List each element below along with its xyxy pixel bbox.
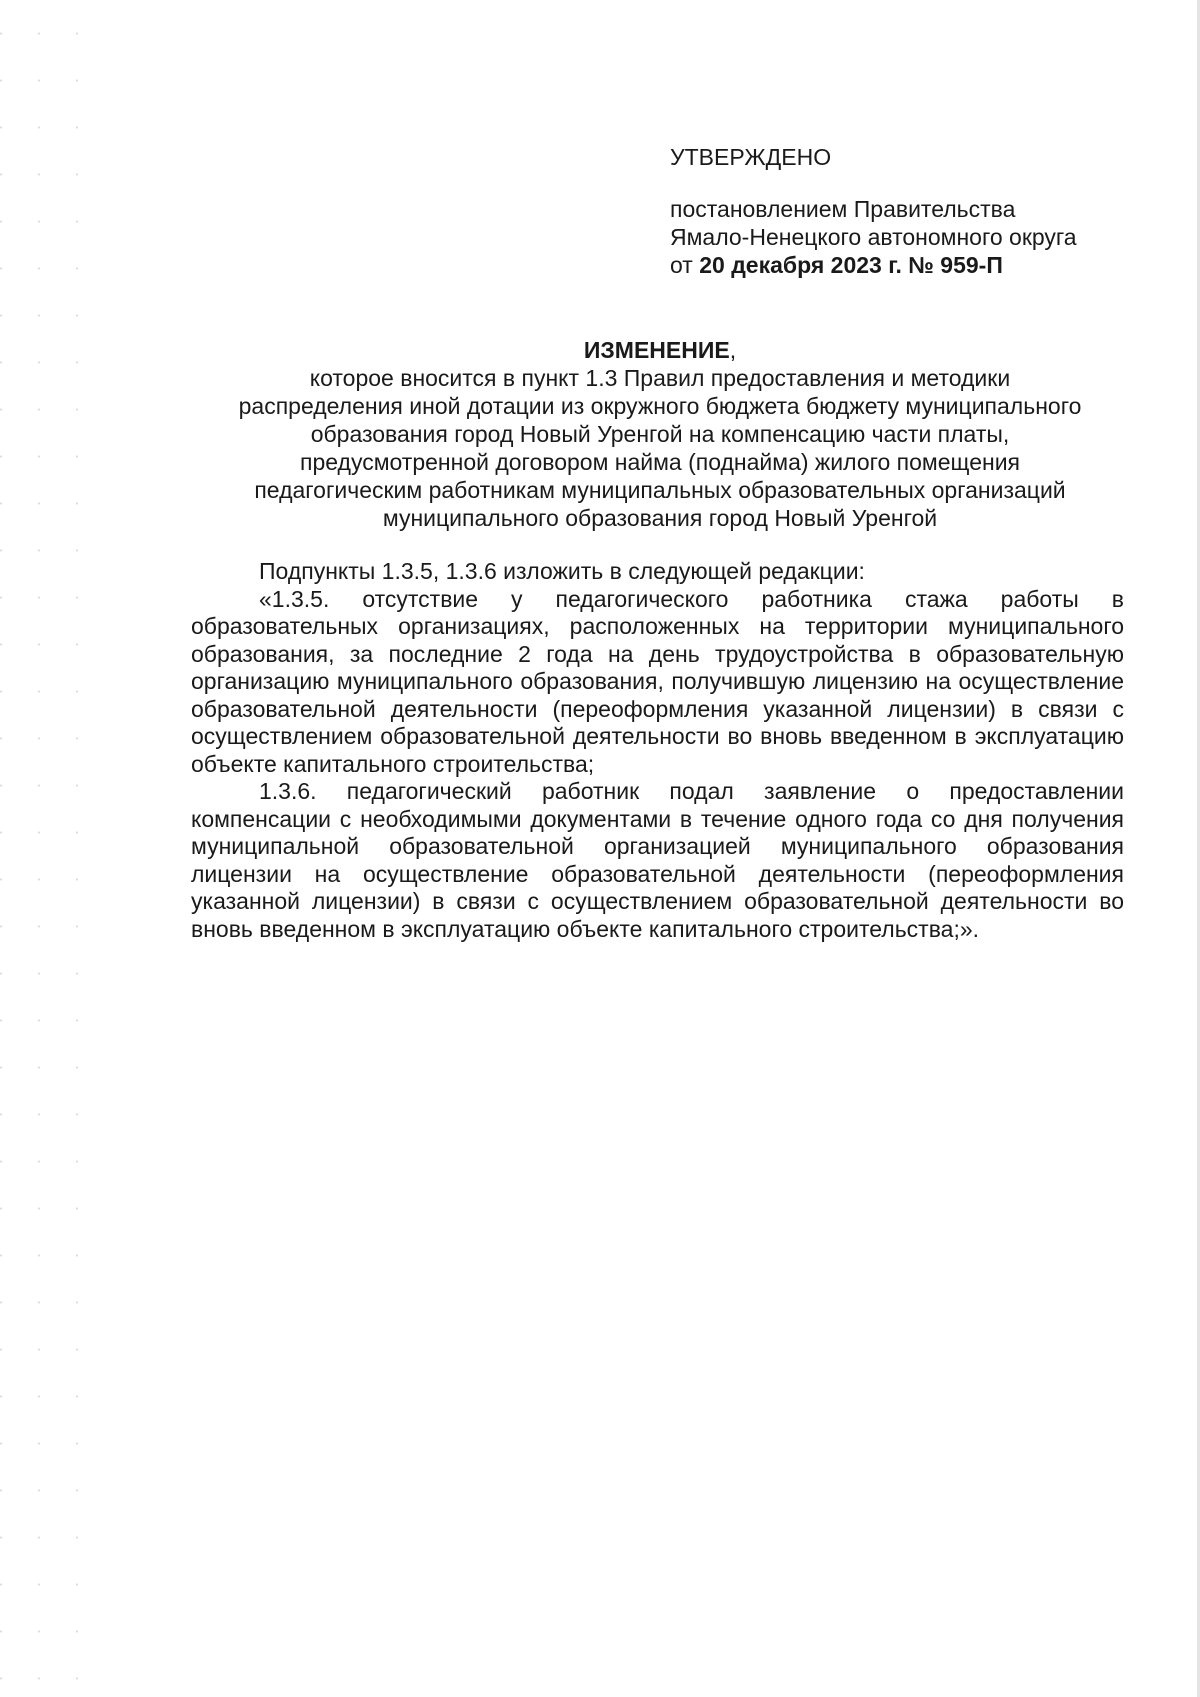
title-line-4: предусмотренной договором найма (поднайма) жилого помещения: [300, 449, 1020, 475]
heading-punctuation: ,: [729, 337, 737, 363]
approval-date-value: 20 декабря 2023 г. № 959-П: [699, 252, 1003, 278]
title-line-3: образования город Новый Уренгой на компенсацию части платы,: [310, 421, 1010, 447]
item-1-3-6-paragraph: 1.3.6. педагогический работник подал заявление о предоставлении компенсации с необходимыми документами в течение одного года со дня получения муниципальной образовательной организацией муниципального образования лицензии на осуществление образовательной деятельности (переоформления указанной лицензии) в связи с осуществлением образовательной деятельности во вновь введенном в эксплуатацию объекте капитального строительства;».: [191, 778, 1124, 942]
title-line-6: муниципального образования город Новый Уренгой: [382, 505, 938, 531]
body-intro-paragraph: Подпункты 1.3.5, 1.3.6 изложить в следующей редакции:: [259, 558, 865, 584]
approval-stamp-block: [670, 143, 1140, 279]
title-line-5: педагогическим работникам муниципальных образовательных организаций: [254, 477, 1066, 503]
approval-date-prefix: от: [670, 252, 700, 278]
document-heading: [190, 336, 1130, 364]
title-line-2: распределения иной дотации из окружного бюджета бюджету муниципального: [238, 393, 1082, 419]
approval-line-1: постановлением Правительства: [670, 196, 1016, 222]
approval-date-line: [670, 251, 1140, 279]
title-line-1: которое вносится в пункт 1.3 Правил предоставления и методики: [309, 365, 1011, 391]
scan-margin-specks: [0, 0, 80, 1697]
approval-line-2: Ямало-Ненецкого автономного округа: [670, 224, 1077, 250]
document-body: [191, 558, 1124, 943]
heading-text: ИЗМЕНЕНИЕ: [583, 337, 730, 363]
item-1-3-5-paragraph: «1.3.5. отсутствие у педагогического работника стажа работы в образовательных организациях, расположенных на территории муниципального образования, за последние 2 года на день трудоустройства в образовательную организацию муниципального образования, получившую лицензию на осуществление образовательной деятельности (переоформления указанной лицензии) в связи с осуществлением образовательной деятельности во вновь введенном в эксплуатацию объекте капитального строительства;: [191, 585, 1124, 777]
document-title-block: [190, 336, 1130, 532]
approved-label: УТВЕРЖДЕНО: [670, 144, 832, 170]
